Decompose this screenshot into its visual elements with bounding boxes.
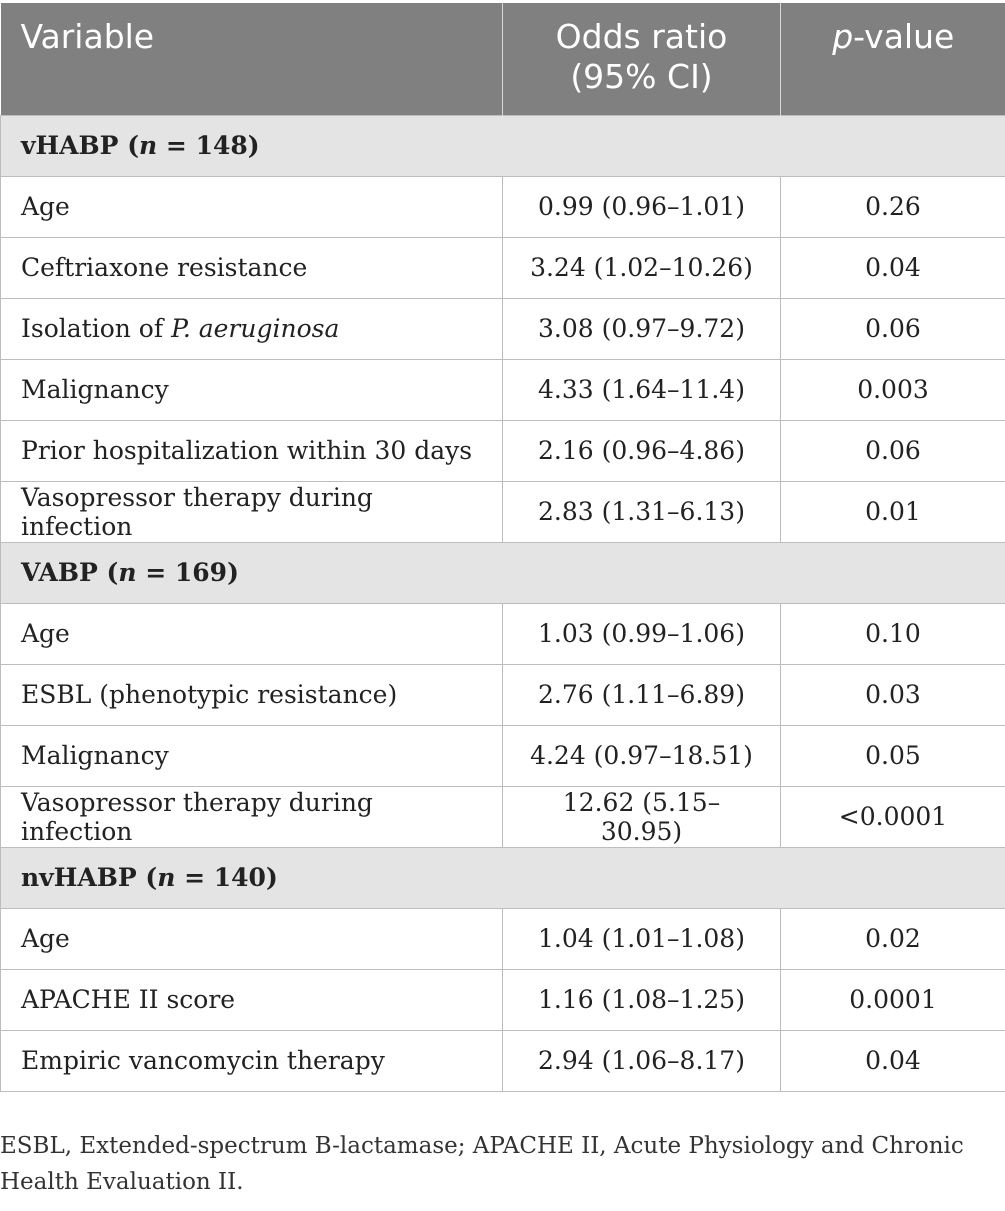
group-name: vHABP — [21, 131, 119, 160]
variable-text: Malignancy — [21, 375, 169, 404]
variable-cell — [1, 481, 503, 542]
group-n-value: = 169 — [136, 558, 228, 587]
p-value-cell: 0.05 — [781, 725, 1005, 786]
variable-cell — [1, 969, 503, 1030]
header-p-rest: -value — [853, 17, 955, 56]
p-value-cell: 0.02 — [781, 908, 1005, 969]
group-header-cell: VABP (n = 169) — [1, 542, 1005, 603]
odds-ratio-cell: 2.94 (1.06–8.17) — [503, 1030, 781, 1091]
p-value-cell: 0.26 — [781, 176, 1005, 237]
odds-ratio-cell: 1.16 (1.08–1.25) — [503, 969, 781, 1030]
odds-ratio-cell: 2.83 (1.31–6.13) — [503, 481, 781, 542]
odds-ratio-cell: 1.03 (0.99–1.06) — [503, 603, 781, 664]
odds-ratio-cell: 3.24 (1.02–10.26) — [503, 237, 781, 298]
table-row — [1, 481, 1005, 542]
variable-cell — [1, 664, 503, 725]
variable-text: Vasopressor therapy during infection — [21, 787, 373, 846]
header-p-value — [781, 3, 1005, 115]
table-footnote: ESBL, Extended-spectrum B-lactamase; APACHE II, Acute Physiology and Chronic Health Evaluation II. — [0, 1133, 964, 1195]
variable-cell — [1, 603, 503, 664]
table-row — [1, 786, 1005, 847]
variable-italic-text: P. aeruginosa — [171, 314, 340, 343]
odds-ratio-cell: 12.62 (5.15–30.95) — [503, 786, 781, 847]
variable-cell — [1, 1030, 503, 1091]
header-odds-ratio-line1: Odds ratio — [555, 17, 728, 56]
header-odds-ratio — [503, 3, 781, 115]
odds-ratio-cell: 4.33 (1.64–11.4) — [503, 359, 781, 420]
table-row — [1, 969, 1005, 1030]
group-header-row — [1, 115, 1005, 176]
table-body — [1, 115, 1005, 1091]
table-row — [1, 664, 1005, 725]
odds-ratio-cell: 2.16 (0.96–4.86) — [503, 420, 781, 481]
variable-text: Ceftriaxone resistance — [21, 253, 308, 282]
variable-cell — [1, 786, 503, 847]
odds-ratio-cell: 4.24 (0.97–18.51) — [503, 725, 781, 786]
group-n-value: = 148 — [157, 131, 248, 160]
table-row — [1, 237, 1005, 298]
group-name: VABP — [21, 558, 98, 587]
p-value-cell: 0.0001 — [781, 969, 1005, 1030]
odds-ratio-cell: 2.76 (1.11–6.89) — [503, 664, 781, 725]
table-row — [1, 603, 1005, 664]
group-header-row — [1, 847, 1005, 908]
variable-cell — [1, 176, 503, 237]
group-n-label: n — [118, 558, 137, 587]
variable-cell — [1, 725, 503, 786]
table-row — [1, 725, 1005, 786]
variable-text: ESBL (phenotypic resistance) — [21, 680, 398, 709]
table-row — [1, 420, 1005, 481]
variable-text: Age — [21, 192, 70, 221]
p-value-cell: 0.10 — [781, 603, 1005, 664]
table-row — [1, 298, 1005, 359]
variable-text: Isolation of — [21, 314, 172, 343]
table-row — [1, 908, 1005, 969]
variable-text: Age — [21, 924, 70, 953]
variable-text: Malignancy — [21, 741, 169, 770]
group-header-cell: nvHABP (n = 140) — [1, 847, 1005, 908]
group-name: nvHABP — [21, 863, 137, 892]
odds-ratio-cell: 3.08 (0.97–9.72) — [503, 298, 781, 359]
p-value-cell: 0.01 — [781, 481, 1005, 542]
group-n-label: n — [157, 863, 176, 892]
p-value-cell: 0.04 — [781, 237, 1005, 298]
variable-text: APACHE II score — [21, 985, 236, 1014]
variable-cell — [1, 420, 503, 481]
variable-text: Empiric vancomycin therapy — [21, 1046, 385, 1075]
header-p-italic: p — [832, 17, 854, 56]
variable-cell — [1, 298, 503, 359]
table-row — [1, 359, 1005, 420]
table-row — [1, 176, 1005, 237]
group-header-row — [1, 542, 1005, 603]
p-value-cell: 0.06 — [781, 298, 1005, 359]
odds-ratio-cell: 1.04 (1.01–1.08) — [503, 908, 781, 969]
p-value-cell: <0.0001 — [781, 786, 1005, 847]
p-value-cell: 0.06 — [781, 420, 1005, 481]
group-n-value: = 140 — [175, 863, 266, 892]
group-header-cell: vHABP (n = 148) — [1, 115, 1005, 176]
header-variable: Variable — [1, 3, 503, 115]
header-odds-ratio-line2: (95% CI) — [570, 57, 713, 96]
p-value-cell: 0.003 — [781, 359, 1005, 420]
variable-cell — [1, 908, 503, 969]
variable-text: Vasopressor therapy during infection — [21, 482, 373, 541]
group-n-label: n — [139, 131, 158, 160]
p-value-cell: 0.03 — [781, 664, 1005, 725]
variable-cell — [1, 237, 503, 298]
variable-cell — [1, 359, 503, 420]
table-header — [1, 3, 1005, 115]
variable-text: Prior hospitalization within 30 days — [21, 436, 473, 465]
variable-text: Age — [21, 619, 70, 648]
p-value-cell: 0.04 — [781, 1030, 1005, 1091]
table-row — [1, 1030, 1005, 1091]
odds-ratio-table — [0, 3, 1005, 1092]
odds-ratio-cell: 0.99 (0.96–1.01) — [503, 176, 781, 237]
